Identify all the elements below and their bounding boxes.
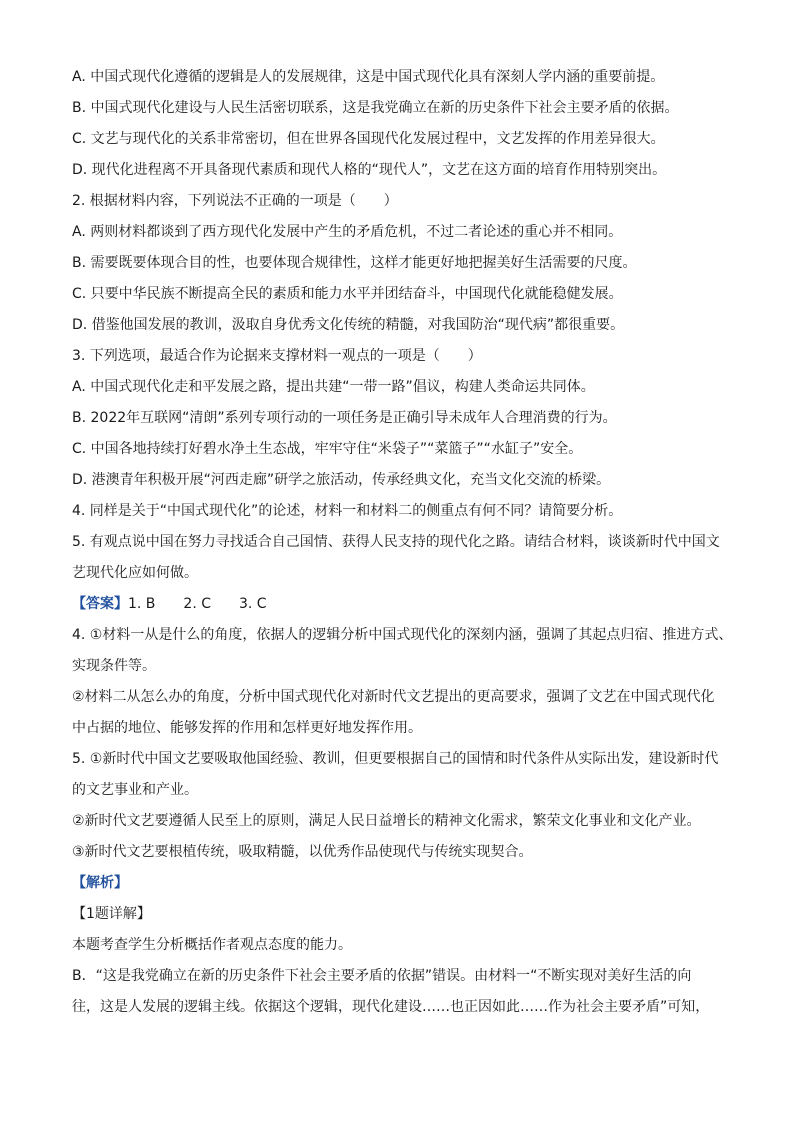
answer-label: 【答案】: [72, 596, 128, 612]
analysis-line-3: 往，这是人发展的逻辑主线。依据这个逻辑，现代化建设……也正因如此……作为社会主要矛盾”可知，: [72, 999, 710, 1015]
q1-option-b: B. 中国式现代化建设与人民生活密切联系，这是我党确立在新的历史条件下社会主要矛盾的依据。: [72, 100, 679, 116]
q1-option-a: A. 中国式现代化遵循的逻辑是人的发展规律，这是中国式现代化具有深刻人学内涵的重要前提。: [72, 69, 665, 85]
answer-5-line-2: 的文艺事业和产业。: [72, 782, 198, 798]
answer-line: [72, 589, 742, 620]
q3-stem: 3. 下列选项，最适合作为论据来支撑材料一观点的一项是（ ）: [72, 348, 482, 364]
q3-option-b: B. 2022年互联网“清朗”系列专项行动的一项任务是正确引导未成年人合理消费的行为。: [72, 410, 617, 426]
analysis-label: 【解析】: [72, 875, 128, 891]
analysis-sub-heading: 【1题详解】: [72, 906, 151, 922]
analysis-line-1: 本题考查学生分析概括作者观点态度的能力。: [72, 937, 352, 953]
document-page: [72, 62, 742, 1023]
q3-option-a: A. 中国式现代化走和平发展之路，提出共建“一带一路”倡议，构建人类命运共同体。: [72, 379, 595, 395]
analysis-line-2: B．“这是我党确立在新的历史条件下社会主要矛盾的依据”错误。由材料一“不断实现对美好生活的向: [72, 968, 692, 984]
q3-option-d: D. 港澳青年积极开展“河西走廊”研学之旅活动，传承经典文化，充当文化交流的桥梁。: [72, 472, 611, 488]
q4-stem: 4. 同样是关于“中国式现代化”的论述，材料一和材料二的侧重点有何不同？请简要分析。: [72, 503, 623, 519]
q2-option-b: B. 需要既要体现合目的性，也要体现合规律性，这样才能更好地把握美好生活需要的尺度。: [72, 255, 637, 271]
q2-option-a: A. 两则材料都谈到了西方现代化发展中产生的矛盾危机，不过二者论述的重心并不相同。: [72, 224, 623, 240]
q2-stem: 2. 根据材料内容，下列说法不正确的一项是（ ）: [72, 193, 398, 209]
answer-4-line-3: ②材料二从怎么办的角度，分析中国式现代化对新时代文艺提出的更高要求，强调了文艺在中国式现代化: [72, 689, 715, 705]
q3-option-c: C. 中国各地持续打好碧水净土生态战，牢牢守住“米袋子”“菜篮子”“水缸子”安全。: [72, 441, 583, 457]
q2-option-c: C. 只要中华民族不断提高全民的素质和能力水平并团结奋斗，中国现代化就能稳健发展。: [72, 286, 623, 302]
answer-5-line-4: ③新时代文艺要根植传统，吸取精髓，以优秀作品使现代与传统实现契合。: [72, 844, 533, 860]
answer-4-line-4: 中占据的地位、能够发挥的作用和怎样更好地发挥作用。: [72, 720, 422, 736]
answer-5-line-1: 5. ①新时代中国文艺要吸取他国经验、教训，但更要根据自己的国情和时代条件从实际出发，建设新时代: [72, 751, 719, 767]
answer-5-line-3: ②新时代文艺要遵循人民至上的原则，满足人民日益增长的精神文化需求，繁荣文化事业和文化产业。: [72, 813, 701, 829]
q5-stem-line-1: 5. 有观点说中国在努力寻找适合自己国情、获得人民支持的现代化之路。请结合材料，谈谈新时代中国文: [72, 534, 720, 550]
answer-4-line-1: 4. ①材料一从是什么的角度，依据人的逻辑分析中国式现代化的深刻内涵，强调了其起点归宿、推进方式、: [72, 627, 733, 643]
q5-stem-line-2: 艺现代化应如何做。: [72, 565, 198, 581]
q1-option-d: D. 现代化进程离不开具备现代素质和现代人格的“现代人”，文艺在这方面的培育作用特别突出。: [72, 162, 667, 178]
analysis-heading: [72, 868, 742, 899]
q2-option-d: D. 借鉴他国发展的教训，汲取自身优秀文化传统的精髓，对我国防治“现代病”都很重要。: [72, 317, 625, 333]
q1-option-c: C. 文艺与现代化的关系非常密切，但在世界各国现代化发展过程中，文艺发挥的作用差异很大。: [72, 131, 665, 147]
answer-values: 1. B 2. C 3. C: [128, 596, 267, 612]
answer-4-line-2: 实现条件等。: [72, 658, 156, 674]
